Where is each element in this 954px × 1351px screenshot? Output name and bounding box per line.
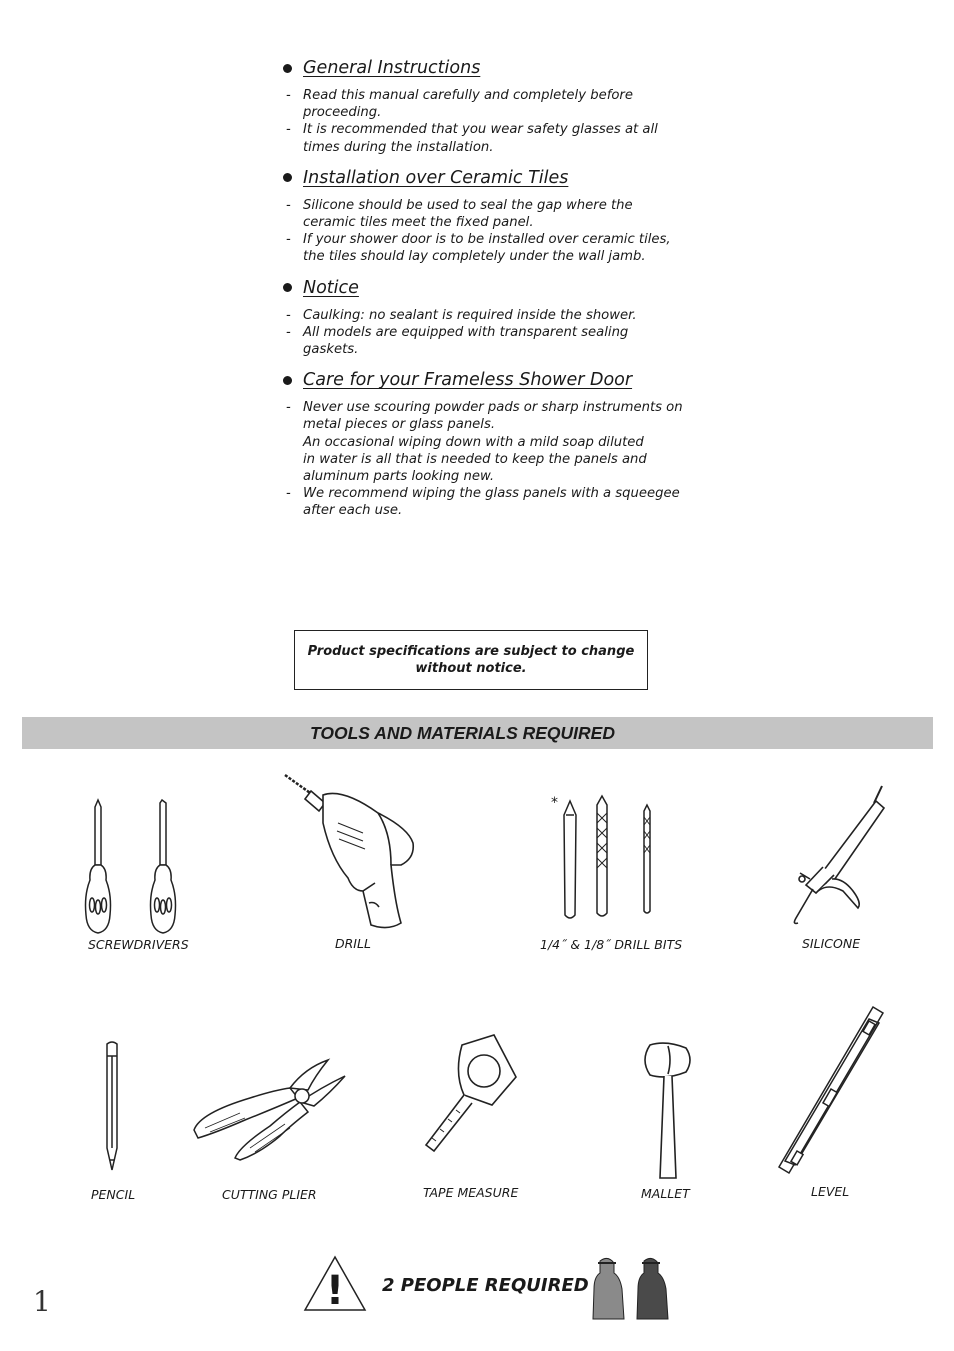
people-required-text: 2 PEOPLE REQUIRED [382, 1275, 589, 1296]
list-item: - Never use scouring powder pads or sharp instruments on metal pieces or glass panels. An occasional wiping down with a mild soap diluted in water is all that is needed to keep the panels and aluminum parts looking new. [283, 399, 703, 485]
section-heading: Installation over Ceramic Tiles [283, 168, 703, 188]
list-item: - Silicone should be used to seal the gap where the ceramic tiles meet the fixed panel. [283, 197, 703, 231]
cutting-plier-icon [190, 1058, 350, 1163]
silicone-gun-icon [788, 783, 888, 928]
tape-measure-icon [422, 1033, 522, 1153]
drill-bits-asterisk: * [551, 795, 558, 811]
section-care [283, 370, 703, 519]
two-people-icon [590, 1255, 670, 1321]
instructions [283, 58, 703, 532]
tool-label-pencil: PENCIL [91, 1187, 136, 1202]
list-item: - If your shower door is to be installed over ceramic tiles, the tiles should lay completely under the wall jamb. [283, 231, 703, 265]
list-item: - Read this manual carefully and completely before proceeding. [283, 87, 703, 121]
section-ceramic-tiles [283, 168, 703, 266]
bullet-icon [283, 173, 292, 182]
warning-exclamation: ! [325, 1268, 345, 1312]
warning-triangle-icon [303, 1254, 367, 1316]
bullet-icon [283, 283, 292, 292]
tool-label-drill-bits: 1/4˝ & 1/8˝ DRILL BITS [540, 937, 683, 952]
list-item: - Caulking: no sealant is required inside the shower. [283, 307, 703, 324]
list-item: - All models are equipped with transparent sealing gaskets. [283, 324, 703, 358]
instruction-list [283, 307, 703, 359]
pencil-icon [100, 1040, 124, 1175]
list-item: - We recommend wiping the glass panels with a squeegee after each use. [283, 485, 703, 519]
tool-label-mallet: MALLET [641, 1186, 690, 1201]
bullet-icon [283, 64, 292, 73]
tools-header-bar [22, 717, 933, 749]
bullet-icon [283, 376, 292, 385]
level-icon [775, 1005, 887, 1175]
list-item: - It is recommended that you wear safety glasses at all times during the installation. [283, 121, 703, 155]
instruction-list [283, 87, 703, 156]
tool-label-drill: DRILL [335, 936, 371, 951]
section-notice [283, 278, 703, 359]
section-heading: Care for your Frameless Shower Door [283, 370, 703, 390]
tool-label-silicone: SILICONE [802, 936, 861, 951]
section-general-instructions [283, 58, 703, 156]
instruction-list [283, 197, 703, 266]
screwdrivers-icon [78, 795, 188, 940]
tool-label-tape-measure: TAPE MEASURE [423, 1185, 519, 1200]
mallet-icon [638, 1040, 696, 1182]
tool-label-screwdrivers: SCREWDRIVERS [88, 937, 189, 952]
drill-bits-icon [548, 793, 658, 923]
drill-icon [283, 773, 423, 933]
tools-title: TOOLS AND MATERIALS REQUIRED [310, 722, 615, 743]
section-heading: General Instructions [283, 58, 703, 78]
section-heading: Notice [283, 278, 703, 298]
tool-label-cutting-plier: CUTTING PLIER [222, 1187, 317, 1202]
tool-label-level: LEVEL [811, 1184, 850, 1199]
instruction-list [283, 399, 703, 519]
product-specs-notice: Product specifications are subject to change without notice. [294, 630, 648, 690]
page-number: 1 [33, 1285, 51, 1318]
